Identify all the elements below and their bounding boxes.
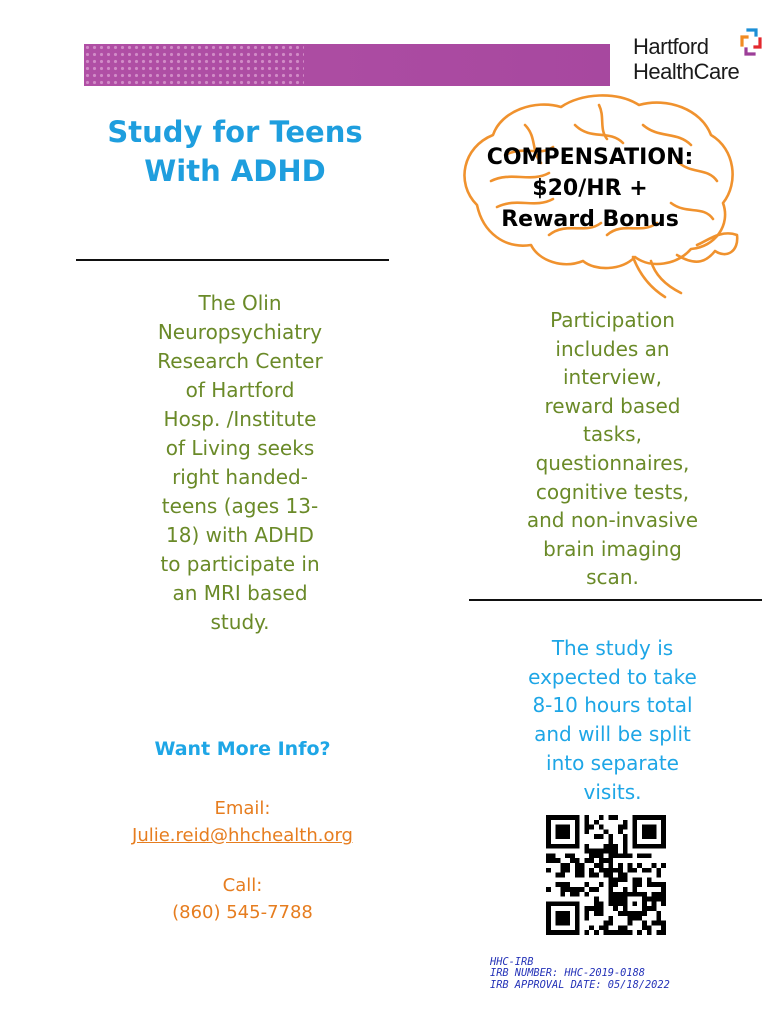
description-line: an MRI based <box>172 581 308 605</box>
participation-line: Participation <box>550 308 675 332</box>
description-line: Hosp. /Institute <box>163 407 317 431</box>
hartford-healthcare-logo-icon <box>736 27 766 57</box>
description-line: to participate in <box>160 552 320 576</box>
participation-line: brain imaging <box>543 536 682 561</box>
compensation-line: Reward Bonus <box>501 207 679 232</box>
duration-line: The study is <box>551 636 674 660</box>
description-line: study. <box>210 610 270 634</box>
qr-code-icon[interactable] <box>546 815 666 935</box>
participation-line: tasks, <box>583 422 642 447</box>
more-info-heading: Want More Info? <box>154 738 331 760</box>
irb-line: IRB NUMBER: HHC-2019-0188 <box>490 967 645 980</box>
duration-line: expected to take <box>528 664 697 689</box>
duration-line: visits. <box>583 779 642 804</box>
description-line: The Olin <box>198 291 282 315</box>
page-title <box>60 113 410 191</box>
duration-line: and will be split <box>534 722 691 747</box>
irb-line: HHC-IRB <box>490 956 534 968</box>
call-label: Call: <box>222 875 263 896</box>
duration-line: into separate <box>546 750 679 775</box>
banner-dot-pattern <box>84 44 304 86</box>
email-label: Email: <box>214 798 271 819</box>
header-banner <box>84 44 610 86</box>
duration-line: 8-10 hours total <box>532 693 693 718</box>
participation-line: includes an <box>555 336 670 361</box>
compensation-callout <box>440 142 740 235</box>
page-title-line: Study for Teens <box>107 115 363 149</box>
email-link[interactable]: Julie.reid@hhchealth.org <box>132 825 353 846</box>
description-line: of Living seeks <box>165 436 315 460</box>
hartford-healthcare-logo <box>633 34 765 90</box>
description-line: teens (ages 13- <box>161 494 319 518</box>
divider-right <box>469 599 762 601</box>
compensation-line: $20/HR + <box>532 176 648 201</box>
description-line: of Hartford <box>185 378 295 402</box>
participation-line: cognitive tests, <box>535 479 690 504</box>
description-line: 18) with ADHD <box>166 523 314 547</box>
participation-line: scan. <box>586 565 639 590</box>
logo-text-line2: HealthCare <box>633 59 740 84</box>
irb-stamp <box>490 957 760 991</box>
description-line: right handed- <box>172 465 308 489</box>
participation-line: reward based <box>544 393 681 418</box>
description-line: Research Center <box>157 349 323 373</box>
participation-line: interview, <box>562 365 662 390</box>
phone-number[interactable]: (860) 545-7788 <box>172 902 313 923</box>
irb-line: IRB APPROVAL DATE: 05/18/2022 <box>490 978 670 991</box>
logo-text-line1: Hartford <box>633 34 709 59</box>
participation-details <box>470 306 755 592</box>
compensation-line: COMPENSATION: <box>486 145 694 170</box>
participation-line: questionnaires, <box>535 450 690 475</box>
study-duration <box>470 634 755 806</box>
participation-line: and non-invasive <box>526 508 699 533</box>
description-line: Neuropsychiatry <box>157 320 323 344</box>
page-title-line: With ADHD <box>144 154 326 188</box>
study-description <box>110 289 370 637</box>
contact-info <box>80 795 405 926</box>
divider-left <box>76 259 389 261</box>
